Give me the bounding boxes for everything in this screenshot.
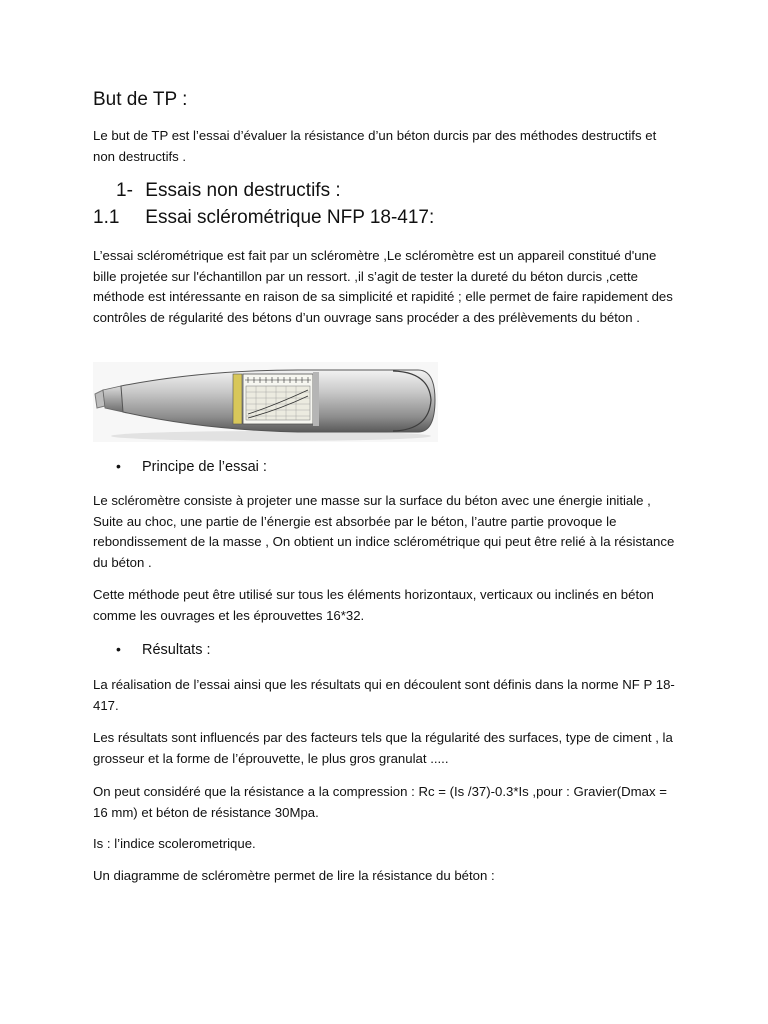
bullet-text: Principe de l’essai :: [142, 459, 267, 475]
section-number: 1.1: [93, 207, 120, 228]
index-definition: Is : l’indice scolerometrique.: [93, 836, 256, 851]
diagram-intro: Un diagramme de scléromètre permet de lire la résistance du béton :: [93, 868, 495, 883]
section-title: Essai sclérométrique NFP 18-417:: [145, 207, 435, 228]
bullet-principe: [116, 458, 267, 475]
bullet-symbol: •: [116, 641, 121, 657]
bullet-symbol: •: [116, 458, 121, 474]
sclerometer-photo: [93, 362, 438, 442]
bullet-text: Résultats :: [142, 642, 211, 658]
factors-paragraph: Les résultats sont influencés par des facteurs tels que la régularité des surfaces, type de ciment , la grosseur et la forme de l’éprouvette, le plus gros granulat .....: [93, 730, 673, 766]
results-paragraph: La réalisation de l’essai ainsi que les résultats qui en découlent sont définis dans la norme NF P 18-417.: [93, 677, 675, 713]
section-title: Essais non destructifs :: [145, 180, 341, 201]
principle-paragraph: Le scléromètre consiste à projeter une masse sur la surface du béton avec une énergie initiale , Suite au choc, une partie de l’énergie est absorbée par le béton, l’autre partie provoque le rebondissement de la masse , On obtient un indice sclérométrique qui peut être relié à la résistance du béton .: [93, 493, 675, 570]
description-paragraph: L’essai sclérométrique est fait par un scléromètre ,Le scléromètre est un appareil constitué d'une bille projetée sur l'échantillon par un ressort. ,il s’agit de tester la dureté du béton durcis ,cette méthode est intéressante en raison de sa simplicité et rapidité ; elle permet de faire rapidement des contrôles de régularité des bétons d’un ouvrage sans procéder a des prélèvements du béton .: [93, 248, 673, 325]
intro-paragraph: Le but de TP est l’essai d’évaluer la résistance d’un béton durcis par des méthodes destructifs et non destructifs .: [93, 128, 657, 164]
section-heading-1-1: [93, 207, 434, 229]
section-number: 1-: [116, 180, 133, 201]
formula-paragraph: On peut considéré que la résistance a la compression : Rc = (Is /37)-0.3*Is ,pour : Gravier(Dmax = 16 mm) et béton de résistance 30Mpa.: [93, 784, 667, 820]
page-title: But de TP :: [93, 89, 188, 110]
method-paragraph: Cette méthode peut être utilisé sur tous les éléments horizontaux, verticaux ou inclinés en béton comme les ouvrages et les éprouvettes 16*32.: [93, 587, 654, 623]
bullet-resultats: [116, 641, 211, 658]
section-heading-1: [116, 180, 341, 202]
